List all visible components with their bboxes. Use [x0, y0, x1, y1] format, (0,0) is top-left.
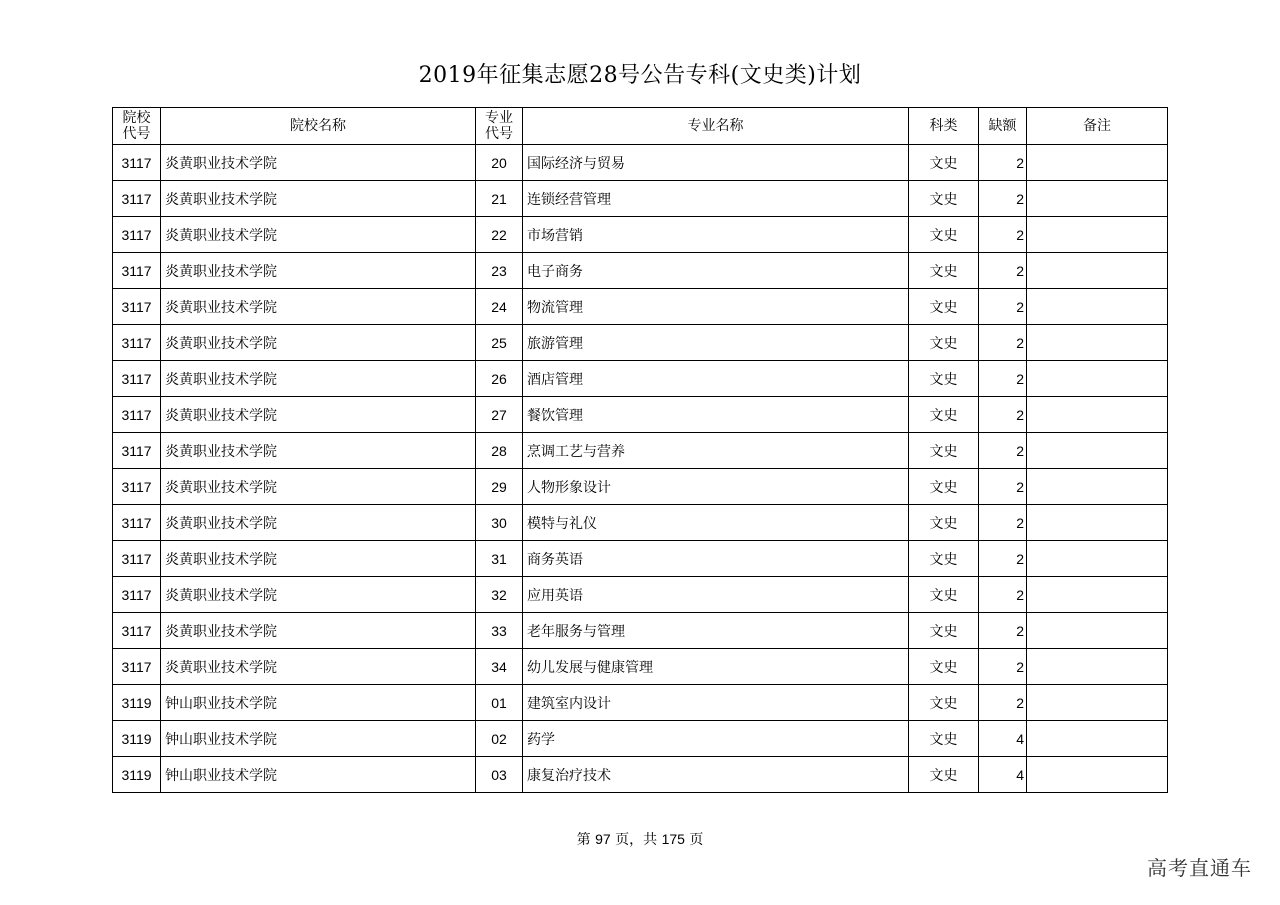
quota-cell: 2 — [979, 397, 1027, 433]
major-code-cell: 33 — [476, 613, 523, 649]
major-name-cell: 物流管理 — [523, 289, 909, 325]
school-code-cell: 3117 — [113, 541, 161, 577]
major-name-cell: 国际经济与贸易 — [523, 145, 909, 181]
category-cell: 文史 — [909, 253, 979, 289]
quota-cell: 2 — [979, 613, 1027, 649]
school-code-cell: 3119 — [113, 721, 161, 757]
quota-cell: 2 — [979, 145, 1027, 181]
school-name-cell: 钟山职业技术学院 — [161, 757, 476, 793]
quota-cell: 2 — [979, 541, 1027, 577]
school-code-cell: 3117 — [113, 505, 161, 541]
table-row — [113, 361, 1168, 397]
table-row — [113, 613, 1168, 649]
major-name-cell: 烹调工艺与营养 — [523, 433, 909, 469]
major-code-cell: 22 — [476, 217, 523, 253]
school-name-cell: 炎黄职业技术学院 — [161, 361, 476, 397]
table-row — [113, 325, 1168, 361]
school-code-cell: 3117 — [113, 325, 161, 361]
major-code-cell: 26 — [476, 361, 523, 397]
school-name-cell: 炎黄职业技术学院 — [161, 649, 476, 685]
quota-cell: 2 — [979, 181, 1027, 217]
remarks-cell — [1027, 361, 1168, 397]
school-name-cell: 炎黄职业技术学院 — [161, 325, 476, 361]
remarks-cell — [1027, 433, 1168, 469]
school-code-cell: 3117 — [113, 469, 161, 505]
major-name-cell: 电子商务 — [523, 253, 909, 289]
school-code-cell: 3117 — [113, 181, 161, 217]
major-name-cell: 市场营销 — [523, 217, 909, 253]
header-major-name: 专业名称 — [523, 108, 909, 145]
school-name-cell: 炎黄职业技术学院 — [161, 433, 476, 469]
major-name-cell: 人物形象设计 — [523, 469, 909, 505]
category-cell: 文史 — [909, 361, 979, 397]
remarks-cell — [1027, 181, 1168, 217]
header-category: 科类 — [909, 108, 979, 145]
school-code-cell: 3117 — [113, 217, 161, 253]
table-row — [113, 433, 1168, 469]
school-name-cell: 钟山职业技术学院 — [161, 721, 476, 757]
table-row — [113, 649, 1168, 685]
major-name-cell: 酒店管理 — [523, 361, 909, 397]
major-name-cell: 餐饮管理 — [523, 397, 909, 433]
remarks-cell — [1027, 541, 1168, 577]
school-code-cell: 3117 — [113, 433, 161, 469]
quota-cell: 2 — [979, 649, 1027, 685]
category-cell: 文史 — [909, 721, 979, 757]
remarks-cell — [1027, 325, 1168, 361]
major-name-cell: 药学 — [523, 721, 909, 757]
major-code-cell: 03 — [476, 757, 523, 793]
watermark-text: 高考直通车 — [1147, 856, 1252, 880]
major-name-cell: 幼儿发展与健康管理 — [523, 649, 909, 685]
header-major-code: 专业 代号 — [476, 108, 523, 145]
major-name-cell: 连锁经营管理 — [523, 181, 909, 217]
major-code-cell: 29 — [476, 469, 523, 505]
quota-cell: 2 — [979, 505, 1027, 541]
quota-cell: 4 — [979, 721, 1027, 757]
remarks-cell — [1027, 469, 1168, 505]
remarks-cell — [1027, 721, 1168, 757]
table-row — [113, 397, 1168, 433]
school-code-cell: 3119 — [113, 685, 161, 721]
quota-cell: 2 — [979, 685, 1027, 721]
major-code-cell: 21 — [476, 181, 523, 217]
table-row — [113, 181, 1168, 217]
table-row — [113, 469, 1168, 505]
remarks-cell — [1027, 685, 1168, 721]
major-name-cell: 老年服务与管理 — [523, 613, 909, 649]
remarks-cell — [1027, 397, 1168, 433]
school-code-cell: 3117 — [113, 649, 161, 685]
category-cell: 文史 — [909, 325, 979, 361]
category-cell: 文史 — [909, 613, 979, 649]
school-code-cell: 3117 — [113, 253, 161, 289]
category-cell: 文史 — [909, 469, 979, 505]
table-row — [113, 577, 1168, 613]
major-name-cell: 应用英语 — [523, 577, 909, 613]
category-cell: 文史 — [909, 289, 979, 325]
table-header-row — [113, 108, 1168, 145]
major-code-cell: 30 — [476, 505, 523, 541]
category-cell: 文史 — [909, 577, 979, 613]
remarks-cell — [1027, 217, 1168, 253]
school-code-cell: 3117 — [113, 397, 161, 433]
quota-cell: 2 — [979, 289, 1027, 325]
major-name-cell: 模特与礼仪 — [523, 505, 909, 541]
school-code-cell: 3117 — [113, 289, 161, 325]
table-row — [113, 757, 1168, 793]
major-name-cell: 商务英语 — [523, 541, 909, 577]
major-code-cell: 27 — [476, 397, 523, 433]
school-name-cell: 炎黄职业技术学院 — [161, 145, 476, 181]
header-quota: 缺额 — [979, 108, 1027, 145]
category-cell: 文史 — [909, 145, 979, 181]
table-row — [113, 289, 1168, 325]
quota-cell: 2 — [979, 577, 1027, 613]
quota-cell: 2 — [979, 469, 1027, 505]
school-name-cell: 炎黄职业技术学院 — [161, 181, 476, 217]
page-title: 2019年征集志愿28号公告专科(文史类)计划 — [418, 63, 862, 88]
category-cell: 文史 — [909, 541, 979, 577]
major-code-cell: 32 — [476, 577, 523, 613]
table-row — [113, 145, 1168, 181]
remarks-cell — [1027, 253, 1168, 289]
school-name-cell: 炎黄职业技术学院 — [161, 289, 476, 325]
major-code-cell: 02 — [476, 721, 523, 757]
table-row — [113, 685, 1168, 721]
remarks-cell — [1027, 145, 1168, 181]
major-code-cell: 28 — [476, 433, 523, 469]
header-school-name: 院校名称 — [161, 108, 476, 145]
category-cell: 文史 — [909, 433, 979, 469]
page-footer: 第 97 页，共 175 页 — [576, 831, 704, 848]
table-row — [113, 505, 1168, 541]
plan-table — [112, 107, 1168, 793]
current-page-number: 97 — [595, 831, 611, 847]
category-cell: 文史 — [909, 181, 979, 217]
school-name-cell: 炎黄职业技术学院 — [161, 217, 476, 253]
category-cell: 文史 — [909, 397, 979, 433]
table-row — [113, 253, 1168, 289]
remarks-cell — [1027, 505, 1168, 541]
major-code-cell: 23 — [476, 253, 523, 289]
category-cell: 文史 — [909, 757, 979, 793]
school-name-cell: 炎黄职业技术学院 — [161, 541, 476, 577]
school-code-cell: 3117 — [113, 577, 161, 613]
school-name-cell: 炎黄职业技术学院 — [161, 505, 476, 541]
category-cell: 文史 — [909, 649, 979, 685]
quota-cell: 2 — [979, 253, 1027, 289]
major-code-cell: 34 — [476, 649, 523, 685]
category-cell: 文史 — [909, 217, 979, 253]
major-code-cell: 20 — [476, 145, 523, 181]
school-name-cell: 炎黄职业技术学院 — [161, 577, 476, 613]
header-remarks: 备注 — [1027, 108, 1168, 145]
table-row — [113, 217, 1168, 253]
school-name-cell: 炎黄职业技术学院 — [161, 613, 476, 649]
school-code-cell: 3117 — [113, 361, 161, 397]
total-page-count: 175 — [661, 831, 685, 847]
remarks-cell — [1027, 649, 1168, 685]
school-code-cell: 3119 — [113, 757, 161, 793]
major-name-cell: 建筑室内设计 — [523, 685, 909, 721]
major-code-cell: 01 — [476, 685, 523, 721]
quota-cell: 2 — [979, 433, 1027, 469]
major-code-cell: 31 — [476, 541, 523, 577]
major-name-cell: 旅游管理 — [523, 325, 909, 361]
school-name-cell: 炎黄职业技术学院 — [161, 253, 476, 289]
remarks-cell — [1027, 577, 1168, 613]
remarks-cell — [1027, 289, 1168, 325]
quota-cell: 4 — [979, 757, 1027, 793]
major-code-cell: 24 — [476, 289, 523, 325]
remarks-cell — [1027, 613, 1168, 649]
quota-cell: 2 — [979, 217, 1027, 253]
major-code-cell: 25 — [476, 325, 523, 361]
table-row — [113, 721, 1168, 757]
quota-cell: 2 — [979, 325, 1027, 361]
school-name-cell: 炎黄职业技术学院 — [161, 397, 476, 433]
school-name-cell: 钟山职业技术学院 — [161, 685, 476, 721]
header-school-code: 院校 代号 — [113, 108, 161, 145]
category-cell: 文史 — [909, 685, 979, 721]
category-cell: 文史 — [909, 505, 979, 541]
table-row — [113, 541, 1168, 577]
school-code-cell: 3117 — [113, 145, 161, 181]
school-name-cell: 炎黄职业技术学院 — [161, 469, 476, 505]
school-code-cell: 3117 — [113, 613, 161, 649]
quota-cell: 2 — [979, 361, 1027, 397]
remarks-cell — [1027, 757, 1168, 793]
major-name-cell: 康复治疗技术 — [523, 757, 909, 793]
